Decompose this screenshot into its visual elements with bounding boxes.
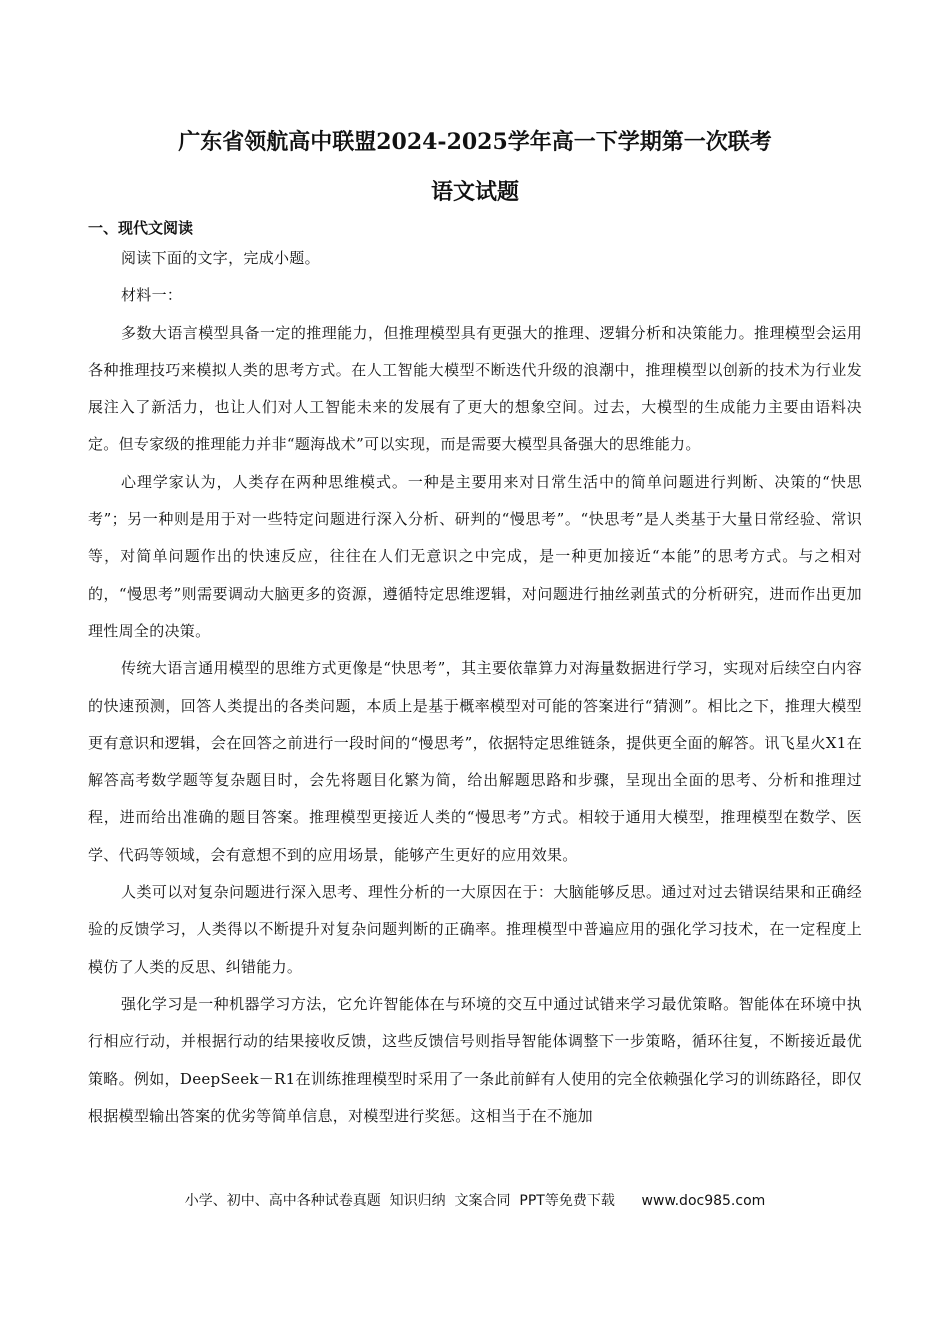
body-paragraph: 传统大语言通用模型的思维方式更像是“快思考”，其主要依靠算力对海量数据进行学习，实现对后续空白内容的快速预测，回答人类提出的各类问题，本质上是基于概率模型对可能的答案进行“猜测”。相比之下，推理大模型更有意识和逻辑，会在回答之前进行一段时间的“慢思考”，依据特定思维链条，提供更全面的解答。讯飞星火X1在解答高考数学题等复杂题目时，会先将题目化繁为简，给出解题思路和步骤，呈现出全面的思考、分析和推理过程，进而给出准确的题目答案。推理模型更接近人类的“慢思考”方式。相较于通用大模型，推理模型在数学、医学、代码等领域，会有意想不到的应用场景，能够产生更好的应用效果。 bbox=[88, 659, 862, 864]
document-subtitle: 语文试题 bbox=[430, 179, 519, 205]
body-paragraph: 强化学习是一种机器学习方法，它允许智能体在与环境的交互中通过试错来学习最优策略。智能体在环境中执行相应行动，并根据行动的结果接收反馈，这些反馈信号则指导智能体调整下一步策略，循环往复，不断接近最优策略。例如，DeepSeek－R1在训练推理模型时采用了一条此前鲜有人使用的完全依赖强化学习的训练路径，即仅根据模型输出答案的优劣等简单信息，对模型进行奖惩。这相当于在不施加 bbox=[88, 994, 862, 1125]
body-paragraph: 心理学家认为，人类存在两种思维模式。一种是主要用来对日常生活中的简单问题进行判断、决策的“快思考”；另一种则是用于对一些特定问题进行深入分析、研判的“慢思考”。“快思考”是人类基于大量日常经验、常识等，对简单问题作出的快速反应，往往在人们无意识之中完成，是一种更加接近“本能”的思考方式。与之相对的，“慢思考”则需要调动大脑更多的资源，遵循特定思维逻辑，对问题进行抽丝剥茧式的分析研究，进而作出更加理性周全的决策。 bbox=[88, 472, 862, 640]
instruction-paragraph: 阅读下面的文字，完成小题。 bbox=[121, 249, 320, 267]
section-heading: 一、现代文阅读 bbox=[88, 219, 194, 237]
body-paragraph: 多数大语言模型具备一定的推理能力，但推理模型具有更强大的推理、逻辑分析和决策能力。推理模型会运用各种推理技巧来模拟人类的思考方式。在人工智能大模型不断迭代升级的浪潮中，推理模型以创新的技术为行业发展注入了新活力，也让人们对人工智能未来的发展有了更大的想象空间。过去，大模型的生成能力主要由语料决定。但专家级的推理能力并非“题海战术”可以实现，而是需要大模型具备强大的思维能力。 bbox=[88, 323, 862, 454]
document-title: 广东省领航高中联盟2024-2025学年高一下学期第一次联考 bbox=[178, 129, 772, 155]
document-body bbox=[88, 240, 862, 1135]
material-label: 材料一： bbox=[121, 286, 183, 305]
page-footer: 小学、初中、高中各种试卷真题 知识归纳 文案合同 PPT等免费下载 www.doc985.com bbox=[184, 1193, 766, 1209]
body-paragraph: 人类可以对复杂问题进行深入思考、理性分析的一大原因在于：大脑能够反思。通过对过去错误结果和正确经验的反馈学习，人类得以不断提升对复杂问题判断的正确率。推理模型中普遍应用的强化学习技术，在一定程度上模仿了人类的反思、纠错能力。 bbox=[88, 883, 862, 976]
